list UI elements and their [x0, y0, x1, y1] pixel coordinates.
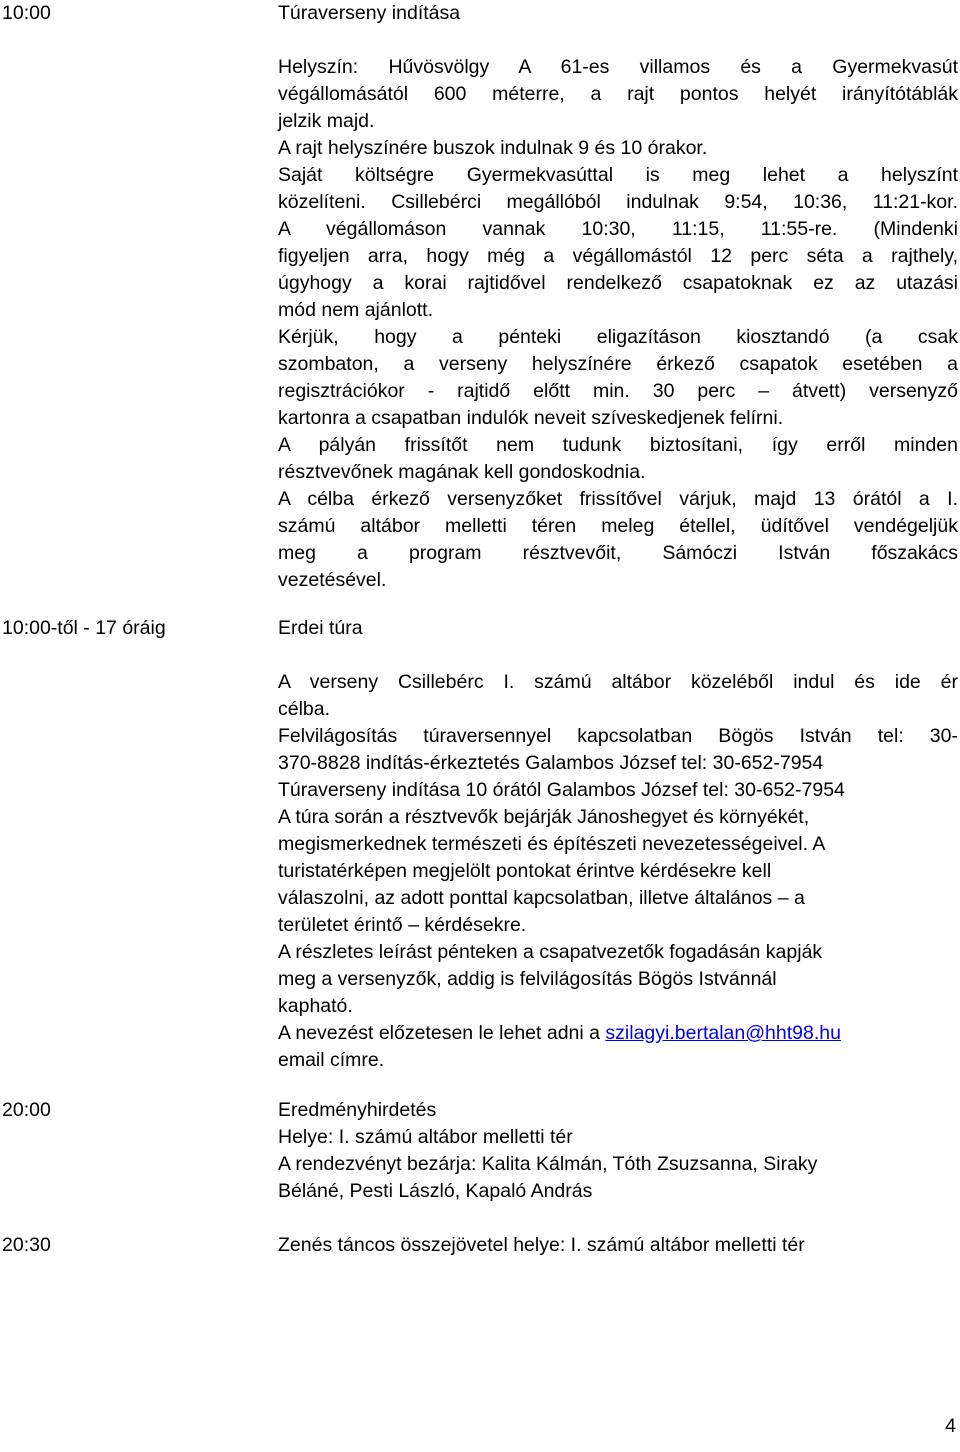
start-line: Kérjük, hogy a pénteki eligazításon kiosztandó (a csak	[278, 326, 958, 348]
start-line: közelíteni. Csillebérci megállóból indulnak 9:54, 10:36, 11:21-kor.	[278, 191, 958, 213]
tour-title: Erdei túra	[278, 617, 363, 639]
start-line: A célba érkező versenyzőket frissítővel várjuk, majd 13 órától a I.	[278, 488, 958, 510]
start-line: regisztrációkor - rajtidő előtt min. 30 perc – átvett) versenyző	[278, 380, 958, 402]
start-line: vezetésével.	[278, 569, 387, 591]
tour-line: 370-8828 indítás-érkeztetés Galambos József tel: 30-652-7954	[278, 752, 824, 774]
tour-line: A túra során a résztvevők bejárják Jánoshegyet és környékét,	[278, 806, 810, 828]
start-line: A pályán frissítőt nem tudunk biztosítani, így erről minden	[278, 434, 958, 456]
start-title: Túraverseny indítása	[278, 2, 461, 24]
start-line: A rajt helyszínére buszok indulnak 9 és 10 órakor.	[278, 137, 708, 159]
time-start: 10:00	[2, 2, 51, 24]
tour-line: meg a versenyzők, addig is felvilágosítás Bögös Istvánnál	[278, 968, 777, 990]
start-line: számú altábor melletti téren meleg étellel, üdítővel vendégeljük	[278, 515, 958, 537]
time-dance: 20:30	[2, 1234, 51, 1256]
start-line: úgyhogy a korai rajtidővel rendelkező csapatoknak ez az utazási	[278, 272, 958, 294]
start-line: Helyszín: Hűvösvölgy A 61-es villamos és a Gyermekvasút	[278, 56, 958, 78]
start-line: résztvevőnek magának kell gondoskodnia.	[278, 461, 646, 483]
start-section	[278, 0, 958, 594]
tour-line: A részletes leírást pénteken a csapatvezetők fogadásán kapják	[278, 941, 823, 963]
start-line: figyeljen arra, hogy még a végállomástól 12 perc séta a rajthely,	[278, 245, 958, 267]
results-line: A rendezvényt bezárja: Kalita Kálmán, Tóth Zsuzsanna, Siraky	[278, 1153, 818, 1175]
tour-line: megismerkednek természeti és építészeti nevezetességeivel. A	[278, 833, 826, 855]
dance-title: Zenés táncos összejövetel helye: I. számú altábor melletti tér	[278, 1234, 805, 1256]
start-line: szombaton, a verseny helyszínére érkező csapatok esetében a	[278, 353, 958, 375]
start-line: meg a program résztvevőit, Sámóczi István főszakács	[278, 542, 958, 564]
results-line: Béláné, Pesti László, Kapaló András	[278, 1180, 593, 1202]
start-line: mód nem ajánlott.	[278, 299, 434, 321]
tour-line: területet érintő – kérdésekre.	[278, 914, 527, 936]
time-results: 20:00	[2, 1099, 51, 1121]
tour-line: turistatérképen megjelölt pontokat érintve kérdésekre kell	[278, 860, 772, 882]
tour-section	[278, 615, 958, 1074]
results-title: Eredményhirdetés	[278, 1099, 437, 1121]
start-line: végállomásától 600 méterre, a rajt pontos helyét irányítótáblák	[278, 83, 958, 105]
tour-line: Túraverseny indítása 10 órától Galambos József tel: 30-652-7954	[278, 779, 845, 801]
results-section	[278, 1097, 958, 1205]
tour-line: A verseny Csillebérc I. számú altábor közeléből indul és ide ér	[278, 671, 958, 693]
results-line: Helye: I. számú altábor melletti tér	[278, 1126, 573, 1148]
tour-line: célba.	[278, 698, 331, 720]
dance-section	[278, 1232, 958, 1259]
start-line: kartonra a csapatban indulók neveit szíveskedjenek felírni.	[278, 407, 784, 429]
tour-line: Felvilágosítás túraversennyel kapcsolatban Bögös István tel: 30-	[278, 725, 958, 747]
start-line: jelzik majd.	[278, 110, 375, 132]
page-number: 4	[945, 1415, 956, 1437]
email-line	[278, 1020, 958, 1047]
time-tour: 10:00-től - 17 óráig	[2, 617, 166, 639]
tour-line: kapható.	[278, 995, 353, 1017]
start-line: A végállomáson vannak 10:30, 11:15, 11:55-re. (Mindenki	[278, 218, 958, 240]
tour-line: válaszolni, az adott ponttal kapcsolatban, illetve általános – a	[278, 887, 805, 909]
email-suffix: email címre.	[278, 1049, 385, 1071]
start-line: Saját költségre Gyermekvasúttal is meg lehet a helyszínt	[278, 164, 958, 186]
email-prefix: A nevezést előzetesen le lehet adni a	[278, 1022, 606, 1044]
email-link[interactable]: szilagyi.bertalan@hht98.hu	[605, 1022, 841, 1044]
